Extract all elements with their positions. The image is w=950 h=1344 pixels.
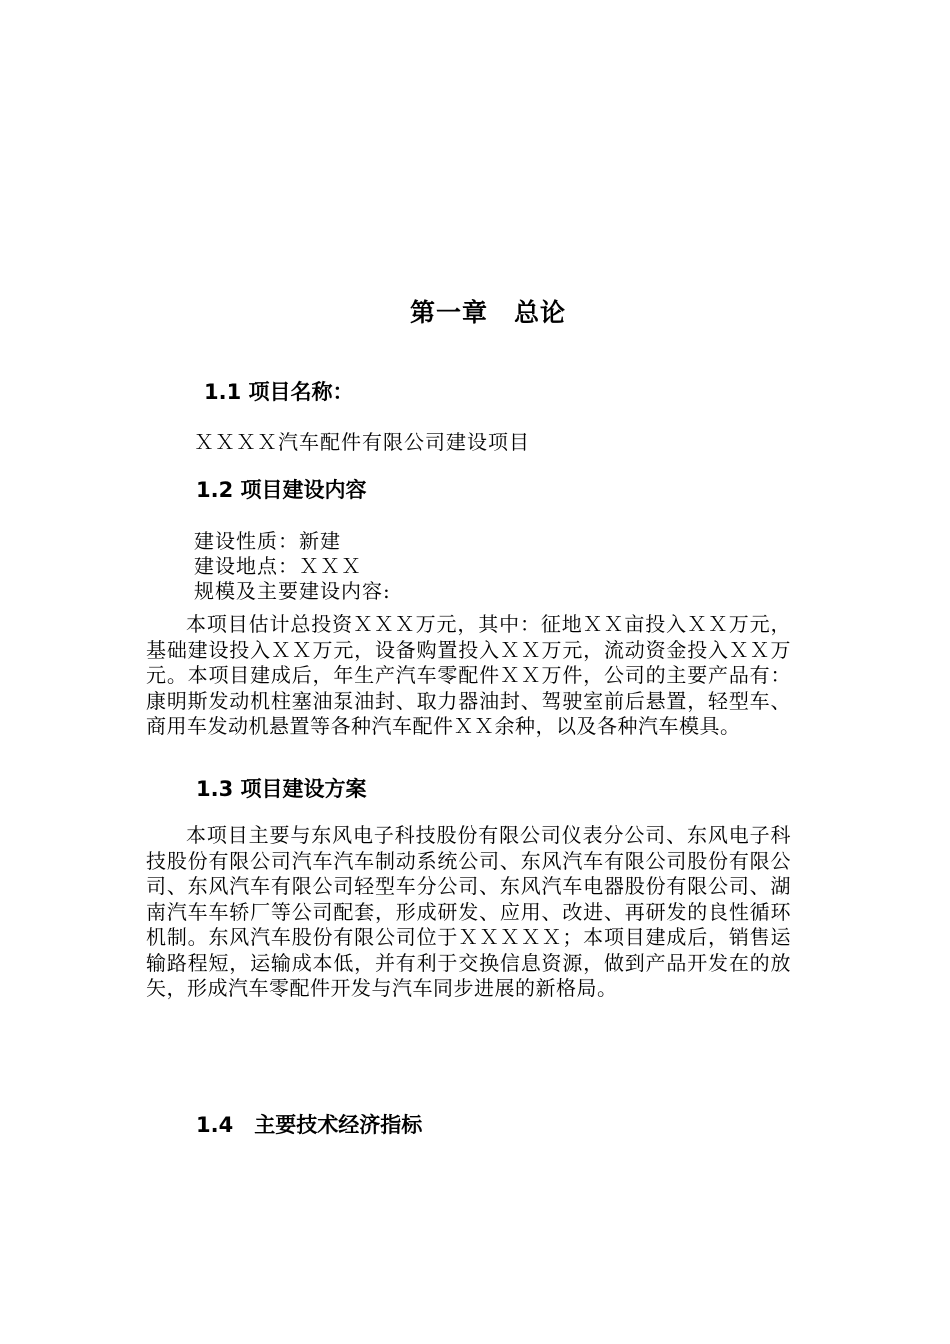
chapter-title: 第一章 总论 xyxy=(409,298,566,327)
section-1-1-heading: 1.1 项目名称： xyxy=(204,380,354,404)
section-1-4-heading: 1.4 主要技术经济指标 xyxy=(196,1113,423,1137)
project-name: ＸＸＸＸ汽车配件有限公司建设项目 xyxy=(194,430,530,454)
construction-nature: 建设性质：新建 xyxy=(194,529,341,553)
construction-content-paragraph: 本项目估计总投资ＸＸＸ万元，其中：征地ＸＸ亩投入ＸＸ万元，基础建设投入ＸＸ万元，设备购置投入ＸＸ万元，流动资金投入ＸＸ万元。本项目建成后，年生产汽车零配件ＸＸ万件，公司的主要产品有：康明斯发动机柱塞油泵油封、取力器油封、驾驶室前后悬置，轻型车、商用车发动机悬置等各种汽车配件ＸＸ余种，以及各种汽车模具。 xyxy=(146,612,791,738)
construction-location: 建设地点：ＸＸＸ xyxy=(194,554,362,578)
section-1-2-heading: 1.2 项目建设内容 xyxy=(196,478,367,502)
scale-label: 规模及主要建设内容: xyxy=(194,579,391,603)
section-1-3-heading: 1.3 项目建设方案 xyxy=(196,777,367,801)
construction-plan-paragraph: 本项目主要与东风电子科技股份有限公司仪表分公司、东风电子科技股份有限公司汽车汽车制动系统公司、东风汽车有限公司股份有限公司、东风汽车有限公司轻型车分公司、东风汽车电器股份有限公司、湖南汽车车轿厂等公司配套，形成研发、应用、改进、再研发的良性循环机制。东风汽车股份有限公司位于ＸＸＸＸＸ；本项目建成后，销售运输路程短，运输成本低，并有利于交换信息资源，做到产品开发在的放矢，形成汽车零配件开发与汽车同步进展的新格局。 xyxy=(146,823,791,1000)
